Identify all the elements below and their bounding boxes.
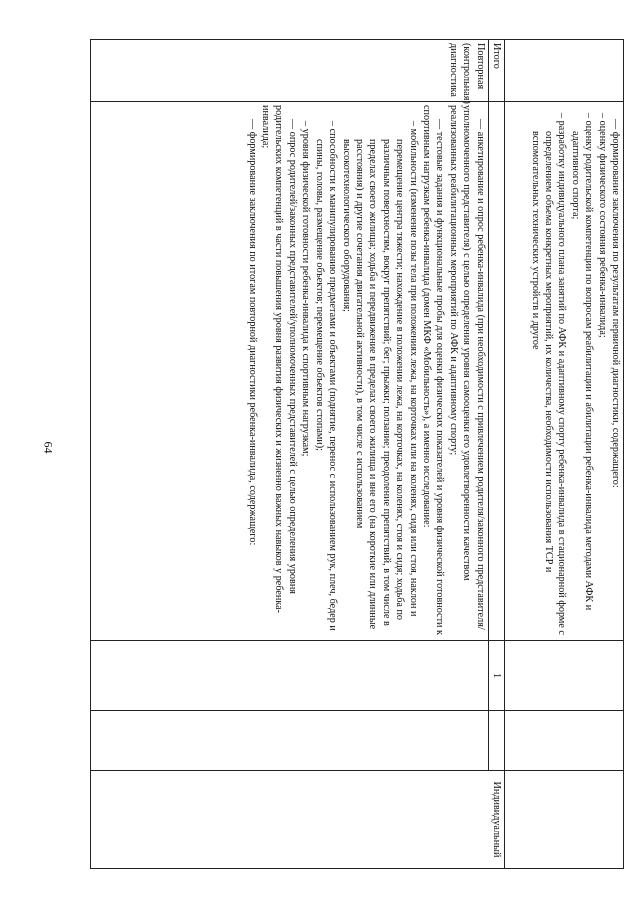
content-line: — тестовые задания и функциональные пробы для оценки физических показателей и уровня физической готовности к спортивным нагрузкам ребенка-инвалида (домен МКФ «Мобильность»), а именно исследование: [420,105,446,635]
total-count: 1 [488,641,504,711]
content-line: – разработку индивидуального плана занятий по АФК и адаптивному спорту ребенка-инвалида в стационарной форме с определением объема конкретных мероприятий, их количества, необходимости использования ТСР и вспомогательных технических устройств и другое [529,113,568,635]
content-line: – мобильности (изменение позы тела при положениях лежа, на корточках или на коленях, сидя или стоя, наклон и перемещение центра тяжести; нахождение в положении лежа, на корточках, на коленях, стоя и сидя; ходьба по различным поверхностям, вокруг препятствий; бег; прыжки; ползание; преодоление препятствий, в том числе в пределах своего жилища; ходьба и передвижение в пределах своего жилища и вне его (на короткие или длинные расстояния) и другие сочетания двигательной активности), в том числе с использованием высокотехнологического оборудования; [340,121,419,630]
cell-extra [90,711,488,771]
total-label: Итого [488,40,504,102]
table-row [90,40,488,869]
cell-form [505,771,624,869]
content-line: – оценку физического состояния ребенка-инвалида; [596,113,608,338]
cell-stage: Повторная (контрольная) диагностика [90,40,488,102]
cell-empty [488,102,504,641]
page-number: 64 [41,441,56,454]
content-line: – уровня физической готовности ребенка-инвалида к спортивным нагрузкам; [300,121,312,457]
content-line: — формирование заключения по итогам повторной диагностики ребенка-инвалида, содержащего: [246,119,258,546]
cell-count [90,641,488,711]
content-line: — анкетирование и опрос ребенка-инвалида (при необходимости с привлечением родителя/законного представителя/уполномоченного представителя) с целью определения уровня самооценки его удовлетворенности качеством реализованных реабилитационных мероприятий по АФК и адаптивному спорту; [447,105,486,630]
cell-count [505,641,624,711]
cell-content [505,102,624,641]
cell-content [90,102,488,641]
rotated-table-page [72,39,624,869]
table-row-total [488,40,504,869]
content-line: – оценку родительской компетенции по вопросам реабилитации и абилитации ребенка-инвалида методами АФК и адаптивного спорта; [569,113,595,611]
cell-empty [488,711,504,771]
cell-stage [505,40,624,102]
services-table [90,39,624,869]
form-individual: Индивидуальный [90,771,504,869]
cell-extra [505,711,624,771]
table-row [505,40,624,869]
content-line: — формирование заключения по результатам первичной диагностики, содержащего: [610,119,621,488]
content-line: — опрос родителей/законных представителей/уполномоченных представителей с целью определения уровня родительских компетенций в части повышения уровня развития физических и жизненно важных навыков у ребенка-инвалида; [260,105,298,614]
content-line: – способности к манипулированию предметами и объектами (поднятие, перенос с использованием рук, плеч, бедер и спины, головы, размещение объектов; перемещение объектов стопами); [313,121,339,631]
